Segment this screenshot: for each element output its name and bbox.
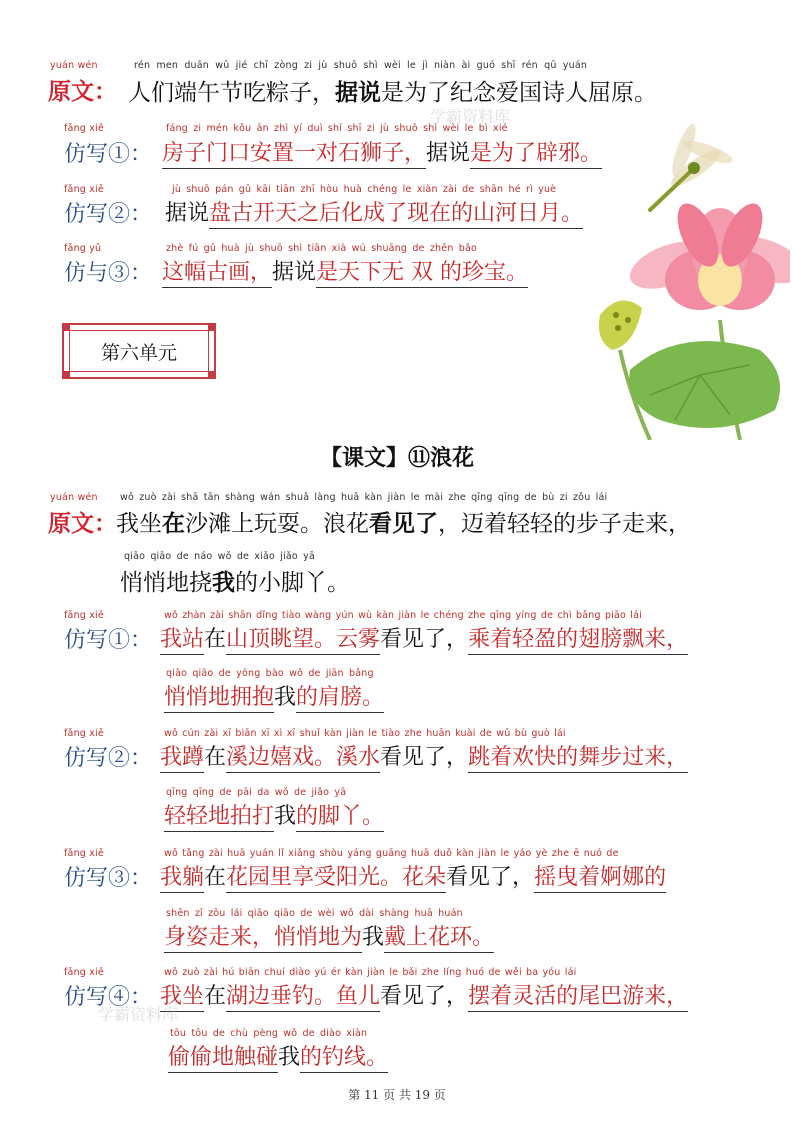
imitation-text: 我躺 [160, 865, 204, 893]
imitation-label-pinyin: fǎng xiě [64, 610, 104, 621]
imitation-text: 摇曳着婀娜的 [534, 865, 666, 893]
watermark: 学霸资料库 [430, 107, 511, 126]
original-text-part: 悄悄地挠 [120, 570, 212, 596]
imitation-keyword: 在 [204, 745, 227, 770]
imitation-sentence [160, 622, 688, 653]
imitation-text: 跳着欢快的舞步过来， [468, 745, 688, 773]
imitation-sentence-line2 [164, 799, 384, 830]
imitation-label-pinyin: fǎng xiě [64, 728, 104, 739]
page-footer: 第 11 页 共 19 页 [348, 1088, 446, 1102]
original-label: 原文： [48, 511, 117, 537]
imitation-text: 乘着轻盈的翅膀飘来， [468, 627, 688, 655]
imitation-keyword: 据说 [426, 141, 471, 166]
lotus-leaf-icon [629, 341, 780, 428]
original-pinyin: qiāo qiāo de náo wǒ de xiǎo jiǎo yā [124, 551, 316, 562]
imitation-text: 是为了辟邪。 [470, 141, 602, 169]
imitation-text: 我蹲 [160, 745, 204, 773]
unit-title: 第六单元 [69, 330, 209, 372]
imitation-pinyin: qiāo qiāo de yōng bào wǒ de jiān bǎng [166, 668, 374, 679]
imitation-text: 这幅古画， [162, 260, 272, 288]
imitation-pinyin: shēn zī zǒu lái qiāo qiāo de wèi wǒ dài shàng huā huán [166, 908, 463, 919]
lotus-flower-icon [624, 197, 790, 310]
imitation-keyword: 我 [362, 925, 385, 950]
imitation-sentence [160, 740, 688, 771]
original-text-part: 我坐 [116, 511, 162, 537]
original-keyword: 在 [162, 511, 185, 537]
imitation-sentence-line2 [164, 920, 494, 951]
imitation-label: 仿写②： [64, 202, 153, 227]
imitation-keyword: 在 [204, 984, 227, 1009]
imitation-label: 仿写②： [64, 746, 153, 771]
imitation-pinyin: zhè fú gǔ huà jù shuō shì tiān xià wú shuāng de zhēn bǎo [166, 243, 478, 254]
imitation-keyword: 看见了， [380, 627, 469, 652]
original-text-part: 人们端午节吃粽子， [128, 80, 335, 106]
imitation-pinyin: qīng qīng de pāi da wǒ de jiǎo yā [166, 787, 347, 798]
imitation-pinyin: wǒ zuò zài hú biān chuí diào yú ér kàn jiàn le bǎi zhe líng huó de wěi ba yóu lái [164, 967, 577, 978]
imitation-text: 山顶眺望。云雾 [226, 627, 380, 655]
original-label-pinyin: yuán wén [50, 60, 98, 71]
imitation-sentence [162, 136, 602, 167]
dragonfly-icon [650, 121, 735, 210]
imitation-keyword: 看见了， [446, 865, 535, 890]
imitation-pinyin: wǒ tǎng zài huā yuán lǐ xiǎng shòu yáng guāng huā duǒ kàn jiàn le yáo yè zhe ē nuó de [164, 848, 619, 859]
imitation-keyword: 据说 [165, 201, 210, 226]
original-label-pinyin: yuán wén [50, 492, 98, 503]
imitation-keyword: 据说 [272, 260, 317, 285]
imitation-text: 是天下无 双 的珍宝。 [316, 260, 528, 288]
original-keyword: 据说 [335, 80, 381, 106]
imitation-text: 的脚丫。 [296, 804, 384, 832]
original-text-part: ，迈着轻轻的步子走来， [438, 511, 691, 537]
imitation-text: 的肩膀。 [296, 685, 384, 713]
box-corner [62, 371, 70, 379]
imitation-pinyin: fáng zi mén kǒu ān zhì yí duì shí shī zi jù shuō shì wèi le bì xié [166, 123, 508, 134]
imitation-sentence [160, 860, 666, 891]
imitation-keyword: 在 [204, 627, 227, 652]
original-label: 原文： [48, 79, 117, 105]
imitation-keyword: 看见了， [380, 984, 469, 1009]
unit-heading-box [62, 323, 216, 379]
imitation-text: 摆着灵活的尾巴游来， [468, 984, 688, 1012]
imitation-keyword: 在 [204, 865, 227, 890]
original-keyword: 看见了 [369, 511, 438, 537]
imitation-text: 房子门口安置一对石狮子， [162, 141, 426, 169]
original-keyword: 我 [212, 570, 235, 596]
imitation-label: 仿写①： [64, 142, 153, 167]
original-text-part: 是为了纪念爱国诗人屈原。 [381, 80, 657, 106]
imitation-pinyin: wǒ zhàn zài shān dǐng tiào wàng yún wù kàn jiàn le chéng zhe qīng yíng de chì bǎng piāo lái [164, 610, 642, 621]
imitation-text: 我坐 [160, 984, 204, 1012]
imitation-text: 花园里享受阳光。花朵 [226, 865, 446, 893]
imitation-label-pinyin: fǎng xiě [64, 184, 104, 195]
original-pinyin: rén men duān wǔ jié chī zòng zi jù shuō shì wèi le jì niàn ài guó shī rén qū yuán [134, 60, 588, 71]
original-pinyin: wǒ zuò zài shā tān shàng wán shuǎ làng huā kàn jiàn le mài zhe qīng qīng de bù zi zǒu lái [120, 492, 608, 503]
original-sentence [116, 505, 691, 538]
imitation-text: 偷偷地触碰 [168, 1045, 278, 1073]
imitation-keyword: 我 [274, 804, 297, 829]
imitation-text: 溪边嬉戏。溪水 [226, 745, 380, 773]
original-text-part: 的小脚丫。 [235, 570, 350, 596]
imitation-text: 轻轻地拍打 [164, 804, 274, 832]
imitation-pinyin: tōu tōu de chù pèng wǒ de diào xiàn [170, 1028, 368, 1039]
imitation-keyword: 看见了， [380, 745, 469, 770]
imitation-label: 仿与③： [64, 261, 153, 286]
imitation-text: 的钓线。 [300, 1045, 388, 1073]
original-sentence-line2 [120, 564, 350, 597]
imitation-label: 仿写④： [64, 985, 153, 1010]
imitation-pinyin: jù shuō pán gǔ kāi tiān zhī hòu huà chéng le xiàn zài de shān hé rì yuè [172, 184, 557, 195]
lotus-illustration [590, 110, 790, 440]
imitation-keyword: 我 [274, 685, 297, 710]
lesson-title: 【课文】⑪浪花 [319, 446, 474, 471]
box-corner [208, 371, 216, 379]
original-text-part: 沙滩上玩耍。浪花 [185, 511, 369, 537]
imitation-label-pinyin: fǎng xiě [64, 123, 104, 134]
imitation-text: 了现在的山河日月。 [385, 201, 583, 229]
imitation-sentence [160, 979, 688, 1010]
imitation-text: 戴上花环。 [384, 925, 494, 953]
original-sentence [128, 74, 657, 107]
imitation-sentence [162, 255, 528, 286]
imitation-text: 我站 [160, 627, 204, 655]
imitation-sentence-line2 [164, 680, 384, 711]
imitation-pinyin: wǒ cún zài xī biān xī xì xī shuǐ kàn jiàn le tiào zhe huān kuài de wǔ bù guò lái [164, 728, 566, 739]
box-corner [208, 323, 216, 331]
imitation-keyword: 我 [278, 1045, 301, 1070]
imitation-sentence [165, 196, 583, 227]
imitation-text: 湖边垂钓。鱼儿 [226, 984, 380, 1012]
imitation-label: 仿写①： [64, 628, 153, 653]
imitation-text: 身姿走来，悄悄地为 [164, 925, 362, 953]
imitation-sentence-line2 [168, 1040, 388, 1071]
imitation-label-pinyin: fǎng xiě [64, 848, 104, 859]
imitation-text: 悄悄地拥抱 [164, 685, 274, 713]
imitation-label-pinyin: fǎng yǔ [64, 243, 102, 254]
imitation-label-pinyin: fǎng xiě [64, 967, 104, 978]
watermark: 学霸资料库 [98, 1005, 179, 1024]
imitation-text: 盘古开天之后化成 [209, 201, 385, 229]
lotus-seedpod-icon [599, 300, 642, 350]
imitation-label: 仿写③： [64, 866, 153, 891]
